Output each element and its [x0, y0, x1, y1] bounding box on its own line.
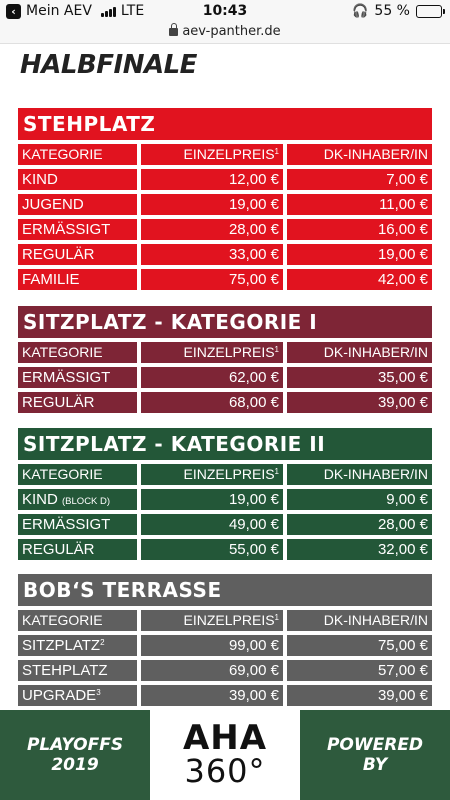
single-price-cell: 75,00 €: [141, 269, 283, 290]
table-row: [18, 244, 432, 265]
column-header: [18, 342, 137, 363]
column-header: [141, 610, 283, 631]
category-label: JUGEND: [22, 196, 84, 213]
category-cell: [18, 392, 137, 413]
status-bar: [0, 0, 450, 22]
back-app-label[interactable]: Mein AEV: [26, 3, 92, 19]
table-row: [18, 489, 432, 510]
category-cell: [18, 514, 137, 535]
category-cell: [18, 169, 137, 190]
page-title: HALBFINALE: [20, 50, 197, 80]
logo-top-text: AHA: [182, 718, 268, 758]
single-price-cell: 69,00 €: [141, 660, 283, 681]
category-label: STEHPLATZ: [22, 662, 108, 679]
holder-price-cell: 9,00 €: [287, 489, 432, 510]
single-price-cell: 68,00 €: [141, 392, 283, 413]
section-title: BOB‘S TERRASSE: [18, 574, 432, 606]
footnote-marker: 1: [274, 613, 279, 622]
table-row: [18, 169, 432, 190]
url-bar[interactable]: [0, 22, 450, 44]
battery-percent: 55 %: [374, 3, 410, 19]
single-price-cell: 19,00 €: [141, 489, 283, 510]
column-header: [141, 342, 283, 363]
price-section: [18, 306, 432, 417]
single-price-cell: 19,00 €: [141, 194, 283, 215]
category-label: ERMÄSSIGT: [22, 516, 111, 533]
category-cell: [18, 660, 137, 681]
lock-icon: [169, 28, 178, 36]
footer-banner: [0, 710, 450, 800]
holder-price-cell: 39,00 €: [287, 392, 432, 413]
footnote-marker: 1: [274, 345, 279, 354]
footnote-marker: 1: [274, 467, 279, 476]
playoffs-badge: [0, 710, 150, 800]
holder-price-cell: 11,00 €: [287, 194, 432, 215]
table-row: [18, 660, 432, 681]
category-cell: [18, 489, 137, 510]
holder-price-cell: 28,00 €: [287, 514, 432, 535]
table-header-row: [18, 342, 432, 363]
holder-price-cell: 32,00 €: [287, 539, 432, 560]
category-label: KIND: [22, 491, 58, 508]
column-header: [141, 144, 283, 165]
category-cell: [18, 367, 137, 388]
table-row: [18, 219, 432, 240]
category-note: (BLOCK D): [62, 496, 111, 507]
url-domain[interactable]: aev-panther.de: [182, 24, 281, 39]
category-cell: [18, 685, 137, 706]
table-row: [18, 685, 432, 706]
status-time: 10:43: [202, 3, 248, 19]
section-title: STEHPLATZ: [18, 108, 432, 140]
holder-price-cell: 19,00 €: [287, 244, 432, 265]
column-header-label: KATEGORIE: [22, 612, 103, 628]
table-row: [18, 269, 432, 290]
column-header: [287, 144, 432, 165]
footnote-marker: 3: [96, 688, 101, 697]
holder-price-cell: 16,00 €: [287, 219, 432, 240]
column-header: [18, 144, 137, 165]
column-header: [287, 342, 432, 363]
table-row: [18, 367, 432, 388]
category-label: REGULÄR: [22, 541, 95, 558]
single-price-cell: 62,00 €: [141, 367, 283, 388]
holder-price-cell: 42,00 €: [287, 269, 432, 290]
category-label: ERMÄSSIGT: [22, 369, 111, 386]
powered-by-badge: [300, 710, 450, 800]
single-price-cell: 12,00 €: [141, 169, 283, 190]
category-label: ERMÄSSIGT: [22, 221, 111, 238]
footnote-marker: 1: [274, 147, 279, 156]
logo-bottom-text: 360°: [184, 752, 266, 790]
holder-price-cell: 57,00 €: [287, 660, 432, 681]
category-cell: [18, 194, 137, 215]
column-header-label: DK-INHABER/IN: [323, 612, 428, 628]
table-header-row: [18, 144, 432, 165]
column-header: [18, 610, 137, 631]
category-label: REGULÄR: [22, 394, 95, 411]
category-cell: [18, 635, 137, 656]
sponsor-logo[interactable]: [150, 710, 300, 800]
category-cell: [18, 219, 137, 240]
column-header-label: DK-INHABER/IN: [323, 344, 428, 360]
column-header-label: EINZELPREIS: [183, 612, 275, 628]
battery-icon: [416, 5, 442, 18]
category-cell: [18, 244, 137, 265]
network-label: LTE: [120, 3, 145, 19]
single-price-cell: 39,00 €: [141, 685, 283, 706]
column-header-label: DK-INHABER/IN: [323, 146, 428, 162]
table-header-row: [18, 610, 432, 631]
holder-price-cell: 39,00 €: [287, 685, 432, 706]
headphones-icon: 🎧: [352, 3, 369, 19]
column-header-label: KATEGORIE: [22, 146, 103, 162]
price-section: [18, 574, 432, 710]
column-header: [141, 464, 283, 485]
single-price-cell: 33,00 €: [141, 244, 283, 265]
table-header-row: [18, 464, 432, 485]
column-header: [287, 464, 432, 485]
column-header-label: EINZELPREIS: [183, 146, 275, 162]
holder-price-cell: 7,00 €: [287, 169, 432, 190]
holder-price-cell: 35,00 €: [287, 367, 432, 388]
single-price-cell: 99,00 €: [141, 635, 283, 656]
single-price-cell: 28,00 €: [141, 219, 283, 240]
section-title: SITZPLATZ - KATEGORIE II: [18, 428, 432, 460]
powered-line1: POWERED: [326, 735, 424, 755]
holder-price-cell: 75,00 €: [287, 635, 432, 656]
column-header-label: DK-INHABER/IN: [323, 466, 428, 482]
column-header: [287, 610, 432, 631]
table-row: [18, 392, 432, 413]
category-label: SITZPLATZ: [22, 637, 101, 654]
single-price-cell: 55,00 €: [141, 539, 283, 560]
category-label: KIND: [22, 171, 58, 188]
category-label: UPGRADE: [22, 687, 97, 704]
single-price-cell: 49,00 €: [141, 514, 283, 535]
category-cell: [18, 269, 137, 290]
column-header-label: EINZELPREIS: [183, 344, 275, 360]
price-section: [18, 428, 432, 564]
column-header-label: EINZELPREIS: [183, 466, 275, 482]
playoffs-line1: PLAYOFFS: [26, 735, 124, 755]
powered-line2: BY: [362, 755, 388, 775]
back-arrow-icon[interactable]: ‹: [6, 4, 21, 19]
table-row: [18, 514, 432, 535]
category-label: REGULÄR: [22, 246, 95, 263]
column-header-label: KATEGORIE: [22, 344, 103, 360]
category-label: FAMILIE: [22, 271, 80, 288]
category-cell: [18, 539, 137, 560]
table-row: [18, 194, 432, 215]
playoffs-line2: 2019: [51, 755, 99, 775]
table-row: [18, 635, 432, 656]
column-header: [18, 464, 137, 485]
table-row: [18, 539, 432, 560]
price-section: [18, 108, 432, 294]
column-header-label: KATEGORIE: [22, 466, 103, 482]
footnote-marker: 2: [100, 638, 105, 647]
section-title: SITZPLATZ - KATEGORIE I: [18, 306, 432, 338]
